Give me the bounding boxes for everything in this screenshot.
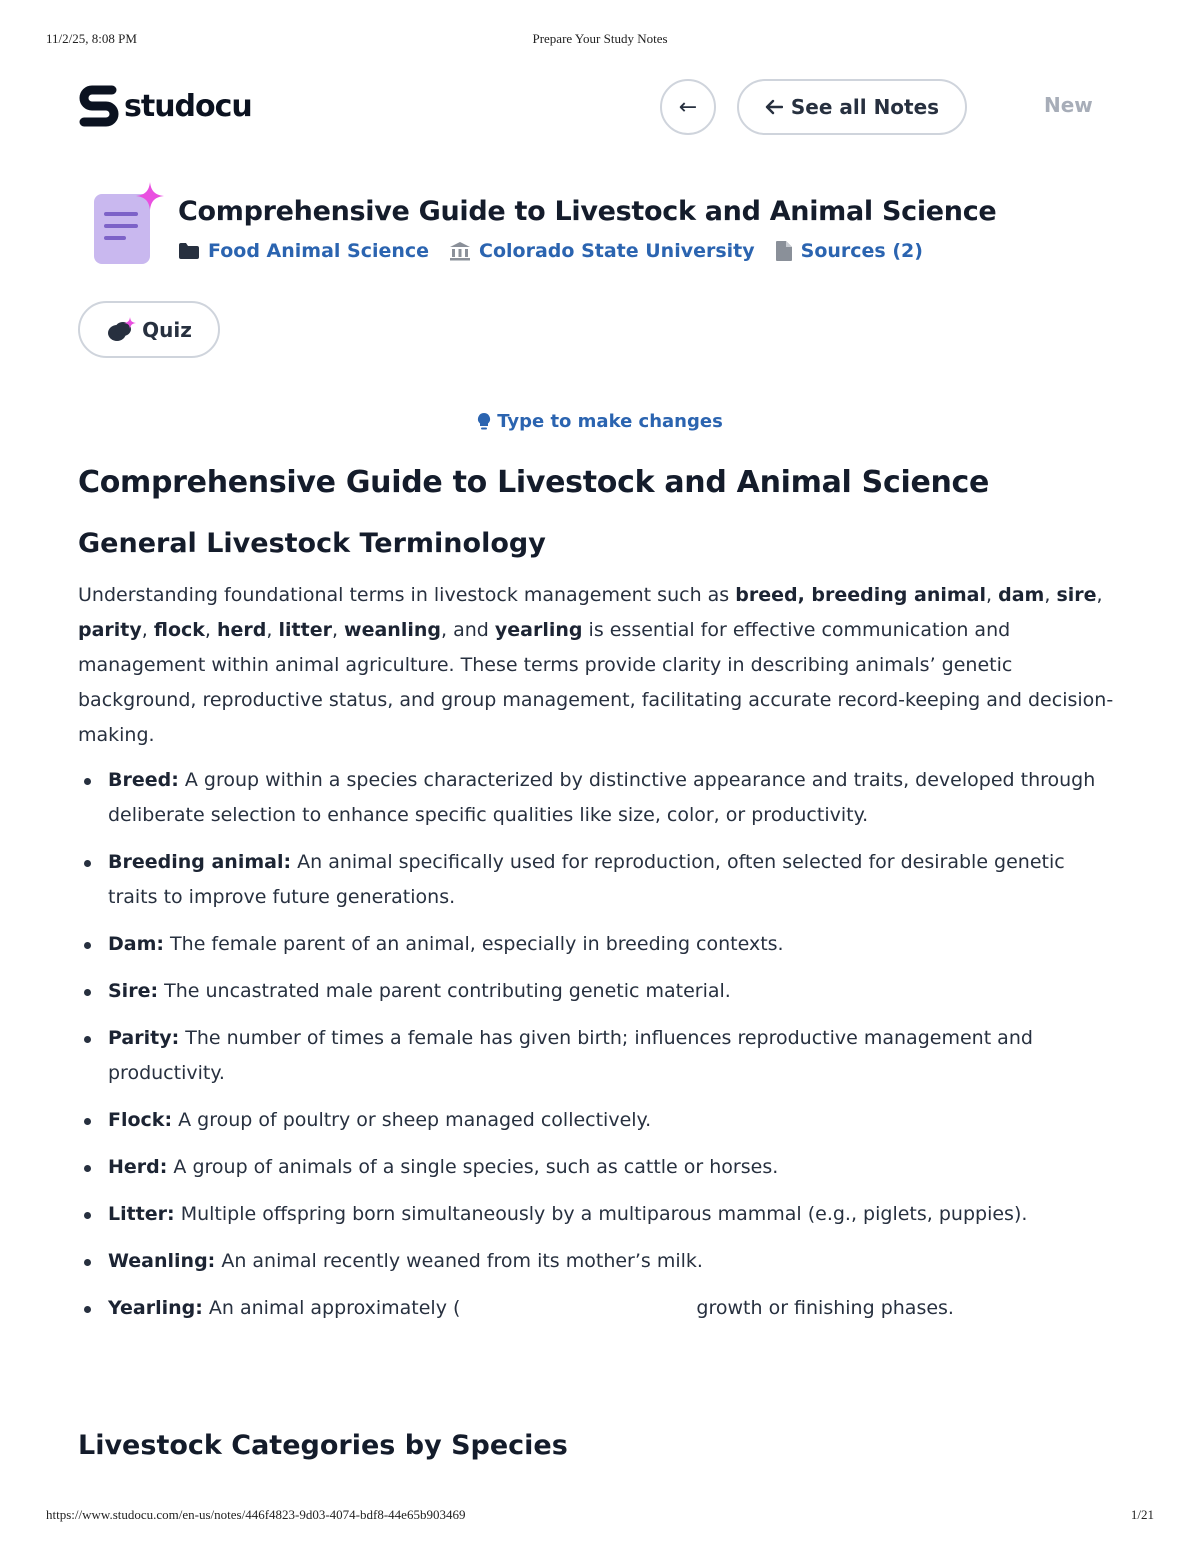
sources-link[interactable] <box>775 240 923 262</box>
document-title: Comprehensive Guide to Livestock and Animal Science <box>178 196 997 227</box>
new-button[interactable]: New <box>1044 93 1093 117</box>
course-name: Food Animal Science <box>208 240 430 262</box>
university-icon <box>449 241 471 261</box>
see-all-notes-label: See all Notes <box>790 95 940 119</box>
print-page-title: Prepare Your Study Notes <box>532 31 668 46</box>
studocu-logo[interactable] <box>78 84 252 128</box>
university-link[interactable] <box>449 240 755 262</box>
intro-paragraph: Understanding foundational terms in livestock management such as breed, breeding animal, dam, sire, parity, flock, herd, litter, weanling, and yearling is essential for effective communication and management within animal agriculture. These terms provide clarity in describing animals’ genetic background, reproductive status, and group management, facilitating accurate record-keeping and decision-making. <box>78 584 1114 746</box>
section-title-categories: Livestock Categories by Species <box>78 1430 568 1461</box>
list-item: Yearling: An animal approximately ( growth or finishing phases. <box>108 1291 1118 1326</box>
print-datetime: 11/2/25, 8:08 PM <box>46 31 137 46</box>
quiz-icon <box>106 316 136 344</box>
section-title-terminology: General Livestock Terminology <box>78 528 546 559</box>
lightbulb-icon <box>477 412 491 432</box>
terminology-list <box>78 763 1118 1326</box>
studocu-logo-icon <box>78 84 120 128</box>
list-item: Flock: A group of poultry or sheep managed collectively. <box>108 1103 1118 1138</box>
folder-icon <box>178 242 200 260</box>
print-page-number: 1/21 <box>1130 1507 1154 1522</box>
arrow-left-icon: ← <box>678 94 698 120</box>
edit-hint <box>0 411 1200 432</box>
notes-document-icon <box>92 182 166 272</box>
list-item: Parity: The number of times a female has given birth; influences reproductive management and productivity. <box>108 1021 1118 1091</box>
article-title: Comprehensive Guide to Livestock and Animal Science <box>78 465 990 500</box>
edit-hint-text: Type to make changes <box>497 411 723 432</box>
list-item: Herd: A group of animals of a single species, such as cattle or horses. <box>108 1150 1118 1185</box>
see-all-notes-button[interactable] <box>737 79 967 135</box>
list-item: Sire: The uncastrated male parent contributing genetic material. <box>108 974 1118 1009</box>
sources-count: Sources (2) <box>800 240 923 262</box>
file-icon <box>775 240 793 262</box>
list-item: Breeding animal: An animal specifically used for reproduction, often selected for desirable genetic traits to improve future generations. <box>108 845 1118 915</box>
list-item: Litter: Multiple offspring born simultaneously by a multiparous mammal (e.g., piglets, puppies). <box>108 1197 1118 1232</box>
print-url: https://www.studocu.com/en-us/notes/446f4823-9d03-4074-bdf8-44e65b903469 <box>46 1507 466 1522</box>
list-item: Dam: The female parent of an animal, especially in breeding contexts. <box>108 927 1118 962</box>
list-item: Breed: A group within a species characterized by distinctive appearance and traits, developed through deliberate selection to enhance specific qualities like size, color, or productivity. <box>108 763 1118 833</box>
back-button[interactable] <box>660 79 716 135</box>
note-content[interactable] <box>78 462 1118 1338</box>
quiz-label: Quiz <box>142 317 192 342</box>
brand-name: studocu <box>124 88 252 124</box>
arrow-left-icon <box>765 99 783 115</box>
content-overlay-gap <box>460 1297 696 1321</box>
quiz-button[interactable] <box>78 301 220 358</box>
university-name: Colorado State University <box>479 240 755 262</box>
course-link[interactable] <box>178 240 429 262</box>
document-meta <box>178 240 943 262</box>
list-item: Weanling: An animal recently weaned from its mother’s milk. <box>108 1244 1118 1279</box>
